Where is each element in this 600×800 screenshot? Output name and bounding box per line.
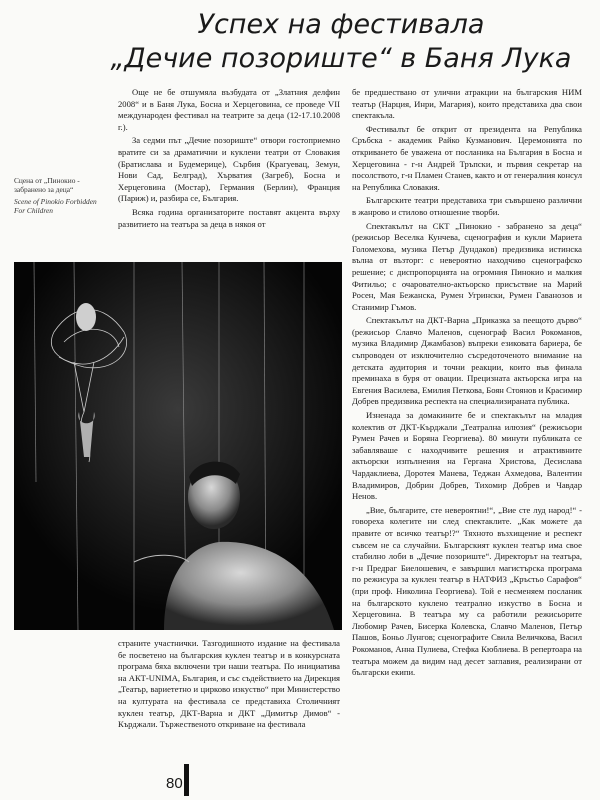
paragraph: Спектакълът на ДКТ-Варна „Приказка за пеещото дърво“ (режисьор Славчо Маленов, сценограф Васил Рокоманов, музика Владимир Джамбазов) въпреки езиковата бариера, бе съпроводен от изключително съсредоточеното внимание на детската аудитория и точни реакции, които във финала преминаха в буря от овации. Прецизната актьорска игра на Евгения Василева, Емилия Петкова, Боян Стоянов и Красимир Добрев предизвика респекта на специализираната публика. <box>352 315 582 407</box>
paragraph: Изненада за домакините бе и спектакълът на младия колектив от ДКТ-Кърджали „Театрална илюзия“ (режисьори Румен Рачев и Боряна Георгиева). 80 минути публиката се забавляваше с находчивите решения и атрактивните актьорски изпълнения на Гергана Христова, Десислава Чардаклиева, Доротея Манева, Теджан Ахмедова, Валентин Владимиров, Добрин Добрев, Тихомир Добрев и Чавдар Ненов. <box>352 410 582 502</box>
right-column <box>352 87 582 681</box>
paragraph: „Вие, българите, сте невероятни!“, „Вие сте луд народ!“ - говореха колегите ни след спектаклите. „Как можете да правите от всичко театър!?“ Тяхното възхищение и респект съвсем не са случайни. Българският куклен театър има свое стабилно лоби в „Дечие позориште“. Директорът на театъра, г-н Предраг Биелошевич, е завършил магистърска програма по режисура за куклен театър в НАТФИЗ „Кръстьо Сарафов“ (при проф. Николина Георгиева). Той е несменяем посланик на българското куклено театрално изкуство в Босна и Херцеговина. В театъра му са работили режисьорите Любомир Рачев, Бисерка Колевска, Славчо Маленов, Петър Пашов, Боньо Лунгов; сценографите Свила Величкова, Васил Рокоманов, Анна Пулиева, Стефка Кюблиева. В репертоара на театъра можем да видим над десет заглавия, реализирани от български екипи. <box>352 504 582 678</box>
paragraph: Още не бе отшумяла възбудата от „Златния делфин 2008“ и в Баня Лука, Босна и Херцеговина, се проведе VII международен фестивал на театрите за деца (12-17.10.2008 г.). <box>118 87 340 132</box>
title-line-2: „Дечие позориште“ в Баня Лука <box>110 43 572 74</box>
paragraph: Спектакълът на СКТ „Пинокио - забранено за деца“ (режисьор Веселка Кунчева, сценография и кукли Мариета Голомехова, музика Петър Дундаков) предизвика истинска вълна от възторг: с невероятно находчиво сценографско решение; с диспропорцията на огромния Пинокио и малкия Фитильо; с очарователно-актьорско присъствие на Марий Росен, Мая Бежанска, Румен Угрински, Румен Гаванозов и Станимир Гъмов. <box>352 220 582 312</box>
paragraph: бе предшествано от улични атракции на българския НИМ театър (Нарция, Инри, Магария), които представиха два свои спектакъла. <box>352 87 582 121</box>
left-column-top <box>118 87 340 232</box>
title-line-1: Успех на фестивала <box>197 9 485 40</box>
paragraph: Фестивалът бе открит от президента на Република Сръбска - академик Райко Кузманович. Церемонията по откриването бе уважена от посланика на България в Босна и Херцеговина - г-н Андрей Тръпски, и първия секретар на посолството, г-н Пламен Станев, както и от генералния консул на Република Словакия. <box>352 123 582 192</box>
article-title <box>96 8 586 76</box>
stage-photo-illustration <box>14 262 342 630</box>
paragraph: страните участнички. Тазгодишното издание на фестивала бе посветено на българския куклен театър и в конкурсната програма бяха включени три наши театъра. По инициатива на АКТ-UNIMA, България, и със съдействието на Дирекция „Театър, вариететно и цирково изкуство“ при Министерство на културата на фестивала се представиха Столичният куклен театър, ДКТ-Варна и ДКТ „Димитър Димов“ - Кърджали. Тържественото откриване на фестивала <box>118 638 340 730</box>
page-number-bar <box>184 764 189 796</box>
stage-photo <box>14 262 342 630</box>
paragraph: Всяка година организаторите поставят акцента върху развитието на театъра за деца в някоя от <box>118 206 340 229</box>
paragraph: За седми път „Дечие позориште“ отвори гостоприемно вратите си за драматични и куклени театри от Словакия (Братислава и Будемерице), Сърбия (Крагуевац, Земун, Нови Сад, Белград), Хърватия (Загреб), Босна и Херцеговина (Мостар), Германия (Берлин), Франция (Париж) и, разбира се, България. <box>118 135 340 204</box>
page-number: 80 <box>166 775 183 792</box>
paragraph: Българските театри представиха три съвършено различни в жанрово и стилово отношение творби. <box>352 195 582 217</box>
caption-english: Scene of Pinokio Forbidden For Children <box>14 197 97 215</box>
caption-bulgarian: Сцена от „Пинокио - забранено за деца“ <box>14 176 80 194</box>
left-column-bottom <box>118 638 340 733</box>
photo-caption <box>14 176 109 215</box>
